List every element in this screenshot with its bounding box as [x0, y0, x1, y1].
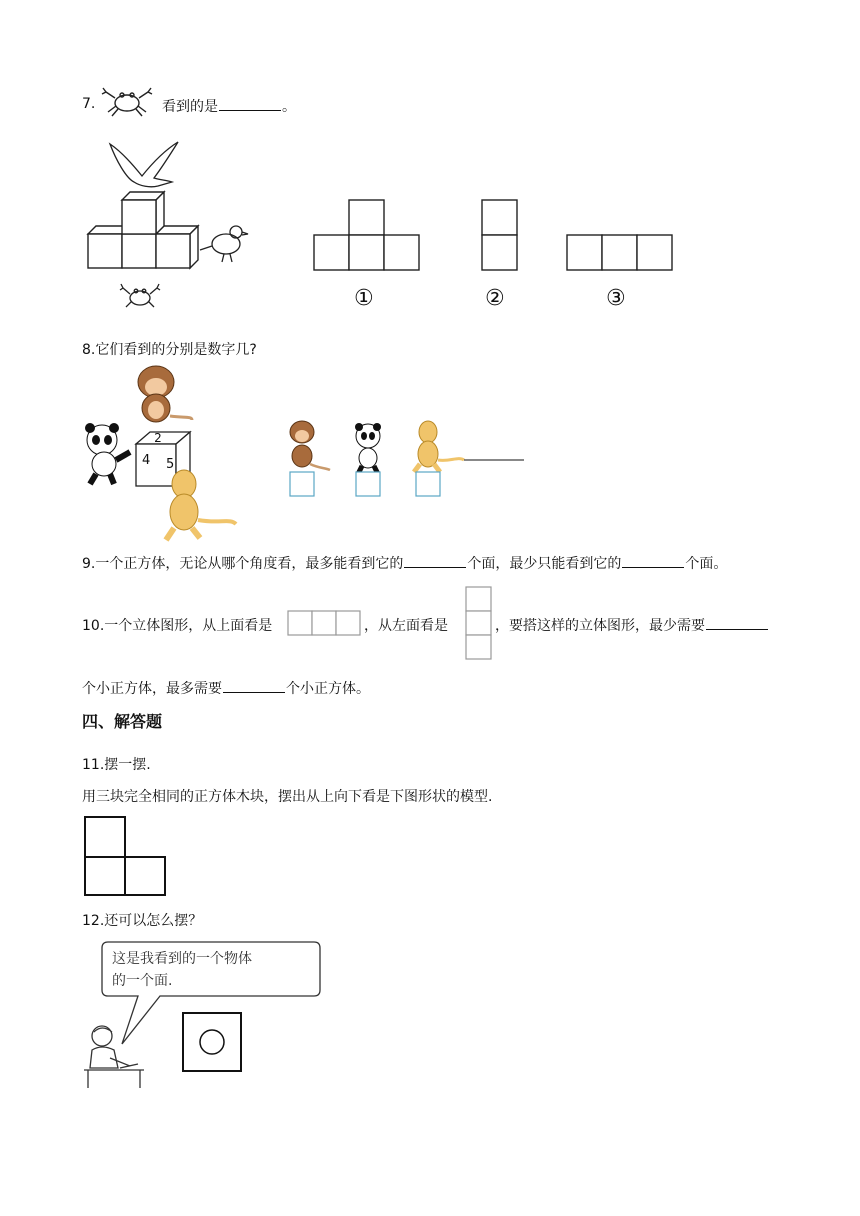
q7-text: 看到的是	[162, 99, 218, 115]
pigeon-icon	[200, 226, 248, 262]
cube-face-front: 5	[166, 457, 175, 472]
golden-monkey-icon	[414, 421, 464, 472]
q8-answer-row	[282, 418, 542, 498]
q11-top-view-figure	[84, 816, 168, 898]
q10-part1: 10.一个立体图形，从上面看是	[82, 618, 273, 634]
q7-end: 。	[282, 99, 296, 115]
q10-blank-min[interactable]	[706, 617, 768, 630]
q9-blank-max[interactable]	[404, 555, 466, 568]
q12-title: 12.还可以怎么摆？	[82, 913, 203, 929]
option-2-label[interactable]: ②	[485, 286, 505, 311]
cube-face-top: 2	[154, 431, 162, 445]
bird-icon	[110, 142, 178, 187]
monkey-icon	[290, 421, 330, 470]
option-3-label[interactable]: ③	[606, 286, 626, 311]
q10-blank-max[interactable]	[223, 680, 285, 693]
q9-question	[82, 553, 727, 573]
crab-icon	[120, 284, 160, 307]
option-3-figure	[565, 233, 675, 273]
golden-monkey-icon	[166, 470, 236, 540]
option-2-figure	[480, 198, 520, 272]
answer-box-panda[interactable]	[356, 472, 380, 496]
q8-question: 8.它们看到的分别是数字几?	[82, 342, 257, 358]
q7-line	[82, 96, 95, 112]
bubble-line-2: 的一个面.	[112, 973, 173, 989]
q10-part4: 个小正方体，最多需要	[82, 681, 222, 697]
answer-box-monkey[interactable]	[290, 472, 314, 496]
q7-question	[162, 96, 296, 116]
q8-cube-figure	[80, 360, 260, 546]
q7-number: 7.	[82, 96, 96, 112]
panda-icon	[355, 423, 381, 474]
bubble-line-1: 这是我看到的一个物体	[112, 951, 252, 967]
q9-part2: 个面，最少只能看到它的	[467, 556, 622, 572]
student-icon	[80, 1022, 150, 1090]
section-title: 四、解答题	[82, 712, 163, 731]
option-1-figure	[312, 198, 422, 272]
circle-shape	[200, 1030, 224, 1054]
monkey-icon	[138, 366, 192, 422]
q10-part3: ，要搭这样的立体图形，最少需要	[495, 618, 705, 634]
option-1-label[interactable]: ①	[354, 286, 374, 311]
q9-part1: 9.一个正方体，无论从哪个角度看，最多能看到它的	[82, 556, 404, 572]
q7-block-figure	[86, 138, 266, 324]
q7-answer-blank[interactable]	[219, 98, 281, 111]
q10-part2: ，从左面看是	[364, 618, 448, 634]
q9-blank-min[interactable]	[622, 555, 684, 568]
q11-text: 用三块完全相同的正方体木块，摆出从上向下看是下图形状的模型.	[82, 789, 493, 805]
q10-question-end	[495, 615, 769, 635]
q10-top-view-figure	[287, 610, 363, 636]
answer-box-golden-monkey[interactable]	[416, 472, 440, 496]
q9-part3: 个面。	[685, 556, 728, 572]
object-face-figure	[182, 1012, 244, 1074]
crab-icon	[100, 84, 154, 118]
q10-part5: 个小正方体。	[286, 681, 370, 697]
q11-title: 11.摆一摆.	[82, 757, 151, 773]
cube-face-left: 4	[142, 453, 151, 468]
panda-icon	[85, 423, 130, 484]
q10-line2	[82, 678, 370, 698]
q10-left-view-figure	[465, 586, 493, 662]
